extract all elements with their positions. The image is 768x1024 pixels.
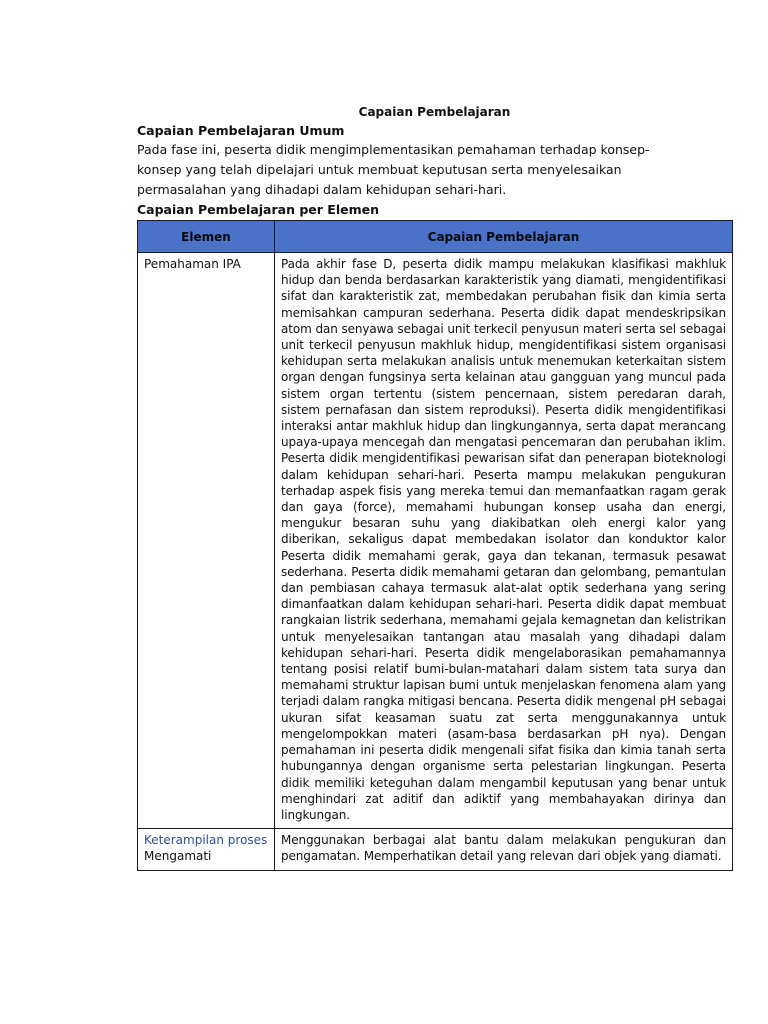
element-cell: Pemahaman IPA xyxy=(138,253,275,829)
outcome-cell: Pada akhir fase D, peserta didik mampu melakukan klasifikasi makhluk hidup dan benda berdasarkan karakteristik yang diamati, mengidentifikasi sifat dan karakteristik zat, membedakan perubahan fisik dan kimia serta memisahkan campuran sederhana. Peserta didik dapat mendeskripsikan atom dan senyawa sebagai unit terkecil penyusun materi serta sel sebagai unit terkecil penyusun makhluk hidup, mengidentifikasi sistem organisasi kehidupan serta melakukan analisis untuk menemukan keterkaitan sistem organ dengan fungsinya serta kelainan atau gangguan yang muncul pada sistem organ tertentu (sistem pencernaan, sistem peredaran darah, sistem pernafasan dan sistem reproduksi). Peserta didik mengidentifikasi interaksi antar makhluk hidup dan lingkungannya, serta dapat merancang upaya-upaya mencegah dan mengatasi pencemaran dan perubahan iklim. Peserta didik mengidentifikasi pewarisan sifat dan penerapan bioteknologi dalam kehidupan sehari-hari. Peserta mampu melakukan pengukuran terhadap aspek fisis yang mereka temui dan memanfaatkan ragam gerak dan gaya (force), memahami hubungan konsep usaha dan energi, mengukur besaran suhu yang diakibatkan oleh energi kalor yang diberikan, sekaligus dapat membedakan isolator dan konduktor kalor Peserta didik memahami gerak, gaya dan tekanan, termasuk pesawat sederhana. Peserta didik memahami getaran dan gelombang, pemantulan dan pembiasan cahaya termasuk alat-alat optik sederhana yang sering dimanfaatkan dalam kehidupan sehari-hari. Peserta didik dapat membuat rangkaian listrik sederhana, memahami gejala kemagnetan dan kelistrikan untuk menyelesaikan tantangan atau masalah yang dihadapi dalam kehidupan sehari-hari. Peserta didik mengelaborasikan pemahamannya tentang posisi relatif bumi-bulan-matahari dalam sistem tata surya dan memahami struktur lapisan bumi untuk menjelaskan fenomena alam yang terjadi dalam rangka mitigasi bencana. Peserta didik mengenal pH sebagai ukuran sifat keasaman suatu zat serta menggunakannya untuk mengelompokkan materi (asam-basa berdasarkan pH nya). Dengan pemahaman ini peserta didik mengenali sifat fisika dan kimia tanah serta hubungannya dengan organisme serta pelestarian lingkungan. Peserta didik memiliki keteguhan dalam mengambil keputusan yang benar untuk menghindari zat aditif dan adiktif yang membahayakan dirinya dan lingkungan. xyxy=(275,253,733,829)
element-heading: Capaian Pembelajaran per Elemen xyxy=(137,202,379,217)
element-cell xyxy=(138,829,275,871)
table-header-row xyxy=(138,221,733,253)
document xyxy=(137,103,732,871)
table-row xyxy=(138,253,733,829)
element-label: Keterampilan proses xyxy=(144,833,268,847)
learning-outcomes-table xyxy=(137,220,733,871)
header-outcome: Capaian Pembelajaran xyxy=(275,221,733,253)
table-row xyxy=(138,829,733,871)
general-heading: Capaian Pembelajaran Umum xyxy=(137,123,345,138)
outcome-cell: Menggunakan berbagai alat bantu dalam melakukan pengukuran dan pengamatan. Memperhatikan detail yang relevan dari objek yang diamati. xyxy=(275,829,733,871)
header-element: Elemen xyxy=(138,221,275,253)
document-title: Capaian Pembelajaran xyxy=(358,105,511,119)
element-sub-label: Mengamati xyxy=(144,849,212,864)
general-paragraph: Pada fase ini, peserta didik mengimplementasikan pemahaman terhadap konsep-konsep yang telah dipelajari untuk membuat keputusan serta menyelesaikan permasalahan yang dihadapi dalam kehidupan sehari-hari. xyxy=(137,142,650,197)
